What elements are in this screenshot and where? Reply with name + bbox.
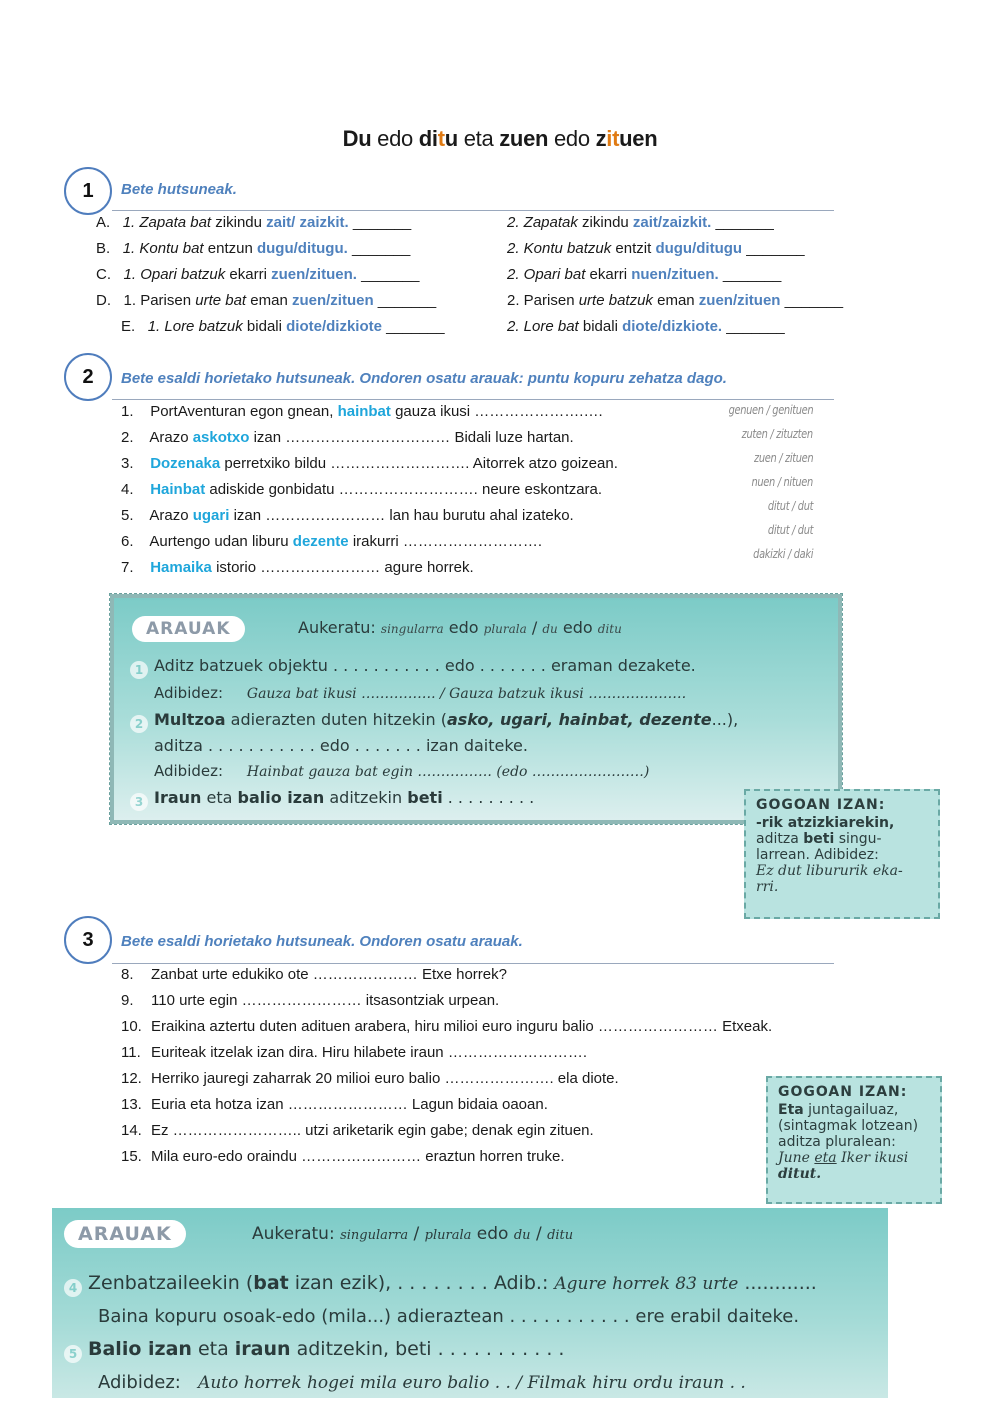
section-2-heading: Bete esaldi horietako hutsuneak. Ondoren osatu arauak: puntu kopuru zehatza dago. (121, 370, 727, 387)
hint-item: ditut / dut (767, 499, 813, 513)
rule-1-example: Adibidez: Gauza bat ikusi ……………. / Gauza batzuk ikusi ………………… (154, 684, 687, 702)
rules-instruction: Aukeratu: singularra / plurala edo du / ditu (252, 1224, 574, 1244)
remember-note-line: larrean. Adibidez: (756, 847, 879, 863)
hint-item: ditut / dut (767, 523, 813, 537)
remember-note-2 (766, 1076, 942, 1204)
list-item: 9. 110 urte egin …………………… itsasontziak urpean. (121, 992, 500, 1009)
rules-box-2 (52, 1208, 888, 1398)
exercise-row-d: D. 1. Parisen urte bat eman zuen/zituen _______ (96, 292, 437, 309)
page-title: Du edo ditu eta zuen edo zituen (342, 126, 658, 151)
remember-note-line: -rik atzizkiarekin, (756, 815, 895, 831)
exercise-row-b-2: 2. Kontu batzuk entzit dugu/ditugu _______ (507, 240, 805, 257)
remember-note-line: rri. (756, 879, 779, 895)
section-2-rule (112, 399, 834, 400)
section-3-rule (112, 963, 834, 964)
section-3-number: 3 (64, 916, 112, 964)
remember-note-line: aditza beti singu- (756, 831, 882, 847)
remember-note-line: (sintagmak lotzean) (778, 1118, 919, 1134)
rules-label: ARAUAK (64, 1220, 186, 1248)
list-item: 6. Aurtengo udan liburu dezente irakurri ………………………. (121, 533, 542, 550)
list-item: 15. Mila euro-edo oraindu …………………… eraztun horren truke. (121, 1148, 565, 1165)
list-item: 3. Dozenaka perretxiko bildu ………………………. Aitorrek atzo goizean. (121, 455, 618, 472)
remember-note-line: Ez dut libururik eka- (756, 863, 903, 879)
section-3-heading: Bete esaldi horietako hutsuneak. Ondoren osatu arauak. (121, 933, 523, 950)
rule-2-line-2: aditza . . . . . . . . . . . edo . . . . . . . izan daiteke. (154, 736, 528, 755)
rules-instruction: Aukeratu: singularra edo plurala / du edo ditu (298, 618, 622, 637)
remember-note-heading: GOGOAN IZAN: (756, 797, 886, 813)
remember-note-line: ditut. (778, 1166, 822, 1182)
rule-1: 1 Aditz batzuek objektu . . . . . . . . . . . edo . . . . . . . eraman dezakete. (130, 656, 696, 679)
list-item: 7. Hamaika istorio …………………… agure horrek. (121, 559, 474, 576)
list-item: 10. Eraikina aztertu duten adituen arabera, hiru milioi euro inguru balio …………………… Etxeak. (121, 1018, 773, 1035)
hint-item: nuen / nituen (751, 475, 813, 489)
section-1-heading: Bete hutsuneak. (121, 181, 237, 198)
hint-item: zuen / zituen (753, 451, 813, 465)
exercise-row-e-2: 2. Lore bat bidali diote/dizkiote. _______ (507, 318, 785, 335)
list-item: 13. Euria eta hotza izan …………………… Lagun bidaia oaoan. (121, 1096, 548, 1113)
rule-5: 5 Balio izan eta iraun aditzekin, beti . . . . . . . . . . . (64, 1338, 564, 1363)
list-item: 12. Herriko jauregi zaharrak 20 milioi euro balio …………………. ela diote. (121, 1070, 619, 1087)
section-1-rule (112, 210, 834, 211)
rules-label: ARAUAK (132, 616, 245, 642)
rules-box-1 (110, 594, 842, 824)
list-item: 11. Euriteak itzelak izan dira. Hiru hilabete iraun ………………………. (121, 1044, 587, 1061)
rule-4: 4 Zenbatzaileekin (bat izan ezik), . . . . . . . . Adib.: Agure horrek 83 urte ............ (64, 1272, 817, 1297)
exercise-row-c: C. 1. Opari batzuk ekarri zuen/zituen. _______ (96, 266, 420, 283)
remember-note-line: aditza pluralean: (778, 1134, 896, 1150)
list-item: 1. PortAventuran egon gnean, hainbat gauza ikusi ………………….…. (121, 403, 603, 420)
rule-2-example: Adibidez: Hainbat gauza bat egin ……………. (edo ……………………) (154, 762, 650, 780)
remember-note-line: Eta juntagailuaz, (778, 1102, 899, 1118)
remember-note-line: June eta Iker ikusi (778, 1150, 909, 1166)
exercise-row-d-2: 2. Parisen urte batzuk eman zuen/zituen _______ (507, 292, 844, 309)
section-2-number: 2 (64, 353, 112, 401)
exercise-row-b: B. 1. Kontu bat entzun dugu/ditugu. _______ (96, 240, 411, 257)
rule-2: 2 Multzoa adierazten duten hitzekin (asko, ugari, hainbat, dezente...), (130, 710, 738, 733)
list-item: 2. Arazo askotxo izan …………………………… Bidali luze hartan. (121, 429, 574, 446)
exercise-row-e: E. 1. Lore batzuk bidali diote/dizkiote _______ (121, 318, 445, 335)
exercise-row-a: A. 1. Zapata bat zikindu zait/ zaizkit. _______ (96, 214, 412, 231)
remember-note-heading: GOGOAN IZAN: (778, 1084, 908, 1100)
hint-item: zuten / zituzten (741, 427, 813, 441)
rule-4-line-2: Baina kopuru osoak-edo (mila...) adieraztean . . . . . . . . . . . ere erabil daiteke. (98, 1306, 800, 1327)
rule-3: 3 Iraun eta balio izan aditzekin beti . . . . . . . . . (130, 788, 534, 811)
rule-5-example: Adibidez: Auto horrek hogei mila euro balio . . / Filmak hiru ordu iraun . . (98, 1372, 746, 1393)
list-item: 8. Zanbat urte edukiko ote ………………… Etxe horrek? (121, 966, 507, 983)
section-1-number: 1 (64, 167, 112, 215)
list-item: 5. Arazo ugari izan …………………… lan hau burutu ahal izateko. (121, 507, 574, 524)
hint-item: dakizki / daki (752, 547, 813, 561)
exercise-row-c-2: 2. Opari bat ekarri nuen/zituen. _______ (507, 266, 782, 283)
list-item: 14. Ez …………………….. utzi ariketarik egin gabe; denak egin zituen. (121, 1122, 594, 1139)
remember-note-1 (744, 789, 940, 919)
exercise-row-a-2: 2. Zapatak zikindu zait/zaizkit. _______ (507, 214, 774, 231)
hint-item: genuen / genituen (728, 403, 813, 417)
list-item: 4. Hainbat adiskide gonbidatu ………………………. neure eskontzara. (121, 481, 603, 498)
